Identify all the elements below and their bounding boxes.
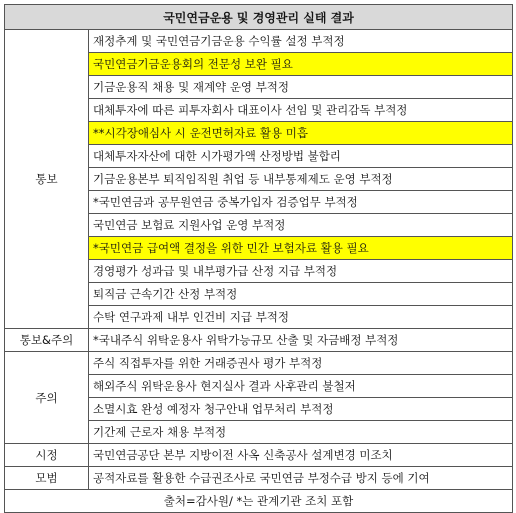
finding-cell: 공적자료를 활용한 수급권조사로 국민연금 부정수급 방지 등에 기여 xyxy=(89,467,513,490)
table-row xyxy=(5,30,513,53)
finding-cell: 소멸시효 완성 예정자 청구안내 업무처리 부적정 xyxy=(89,398,513,421)
table-row xyxy=(5,467,513,490)
finding-cell: 국민연금공단 본부 지방이전 사옥 신축공사 설계변경 미조치 xyxy=(89,444,513,467)
finding-cell: 기금운용직 채용 및 재계약 운영 부적정 xyxy=(89,76,513,99)
finding-cell: 기금운용본부 퇴직임직원 취업 등 내부통제제도 운영 부적정 xyxy=(89,168,513,191)
category-cell: 통보&주의 xyxy=(5,329,89,352)
table-footer-row xyxy=(5,490,513,513)
table-title: 국민연금운용 및 경영관리 실태 결과 xyxy=(5,5,513,30)
finding-cell: *국민연금과 공무원연금 중복가입자 검증업무 부적정 xyxy=(89,191,513,214)
finding-cell: 재정추계 및 국민연금기금운용 수익률 설정 부적정 xyxy=(89,30,513,53)
finding-cell: 기간제 근로자 채용 부적정 xyxy=(89,421,513,444)
audit-results-table-container xyxy=(4,4,512,513)
category-cell: 모범 xyxy=(5,467,89,490)
finding-cell: 경영평가 성과급 및 내부평가급 산정 지급 부적정 xyxy=(89,260,513,283)
finding-cell: 대체투자에 따른 피투자회사 대표이사 선임 및 관리감독 부적정 xyxy=(89,99,513,122)
audit-results-table xyxy=(4,4,513,513)
table-title-row xyxy=(5,5,513,30)
finding-cell: 수탁 연구과제 내부 인건비 지급 부적정 xyxy=(89,306,513,329)
table-row xyxy=(5,352,513,375)
category-cell: 시정 xyxy=(5,444,89,467)
source-note: 출처=감사원/ *는 관계기관 조치 포함 xyxy=(5,490,513,513)
category-cell: 주의 xyxy=(5,352,89,444)
finding-cell: 국민연금기금운용회의 전문성 보완 필요 xyxy=(89,53,513,76)
table-row xyxy=(5,444,513,467)
table-body xyxy=(5,5,513,513)
finding-cell: 해외주식 위탁운용사 현지실사 결과 사후관리 불철저 xyxy=(89,375,513,398)
finding-cell: 주식 직접투자를 위한 거래증권사 평가 부적정 xyxy=(89,352,513,375)
finding-cell: *국내주식 위탁운용사 위탁가능규모 산출 및 자금배정 부적정 xyxy=(89,329,513,352)
finding-cell: 퇴직금 근속기간 산정 부적정 xyxy=(89,283,513,306)
finding-cell: 대체투자자산에 대한 시가평가액 산정방법 불합리 xyxy=(89,145,513,168)
category-cell: 통보 xyxy=(5,30,89,329)
table-row xyxy=(5,329,513,352)
finding-cell: 국민연금 보험료 지원사업 운영 부적정 xyxy=(89,214,513,237)
finding-cell: *국민연금 급여액 결정을 위한 민간 보험자료 활용 필요 xyxy=(89,237,513,260)
finding-cell: **시각장애심사 시 운전면허자료 활용 미흡 xyxy=(89,122,513,145)
